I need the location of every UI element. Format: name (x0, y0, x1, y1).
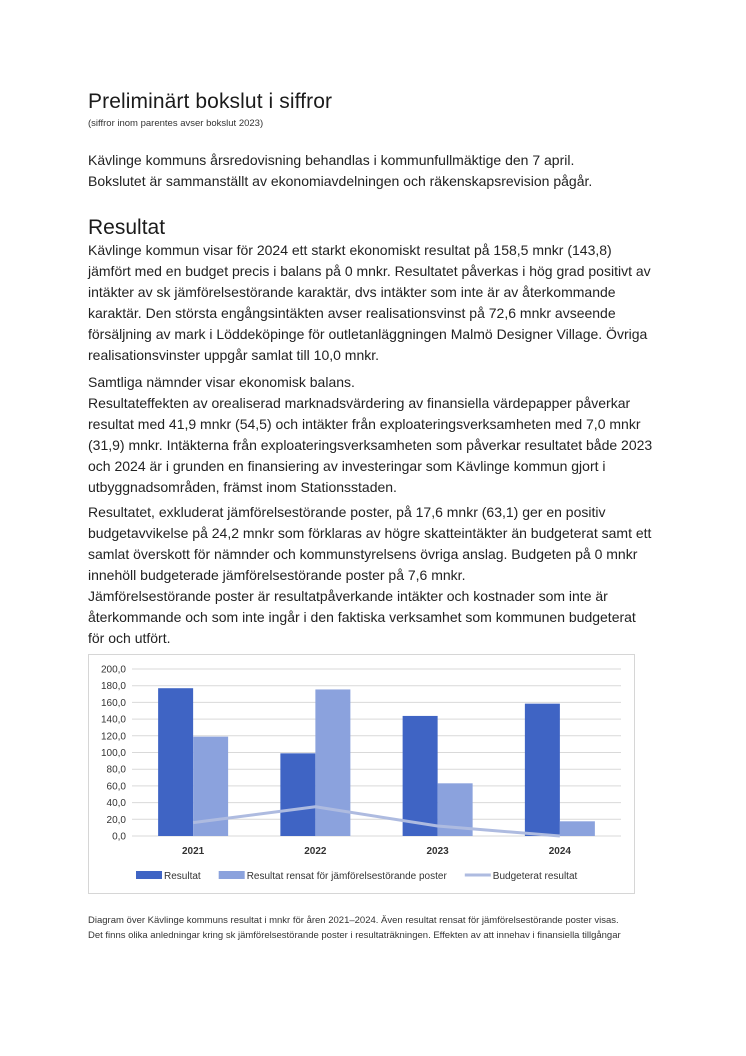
caption-line: Diagram över Kävlinge kommuns resultat i mnkr för åren 2021–2024. Även resultat rensat för jämförelsestörande poster visas. (88, 915, 619, 926)
y-tick-label: 180,0 (100, 681, 126, 693)
intro-line: Bokslutet är sammanställt av ekonomiavdelningen och räkenskapsrevision pågår. (88, 173, 593, 189)
result-chart-svg (89, 655, 634, 893)
line-series (193, 807, 560, 836)
y-tick-label: 40,0 (106, 798, 126, 810)
text-line: samlat överskott för nämnder och kommunstyrelsens övriga anslag. Budgeten på 0 mnkr (88, 546, 638, 562)
x-tick-label: 2023 (426, 846, 449, 857)
intro-line: Kävlinge kommuns årsredovisning behandlas i kommunfullmäktige den 7 april. (88, 152, 575, 168)
paragraph-result (88, 240, 668, 366)
text-line: intäkter av sk jämförelsestörande karaktär, dvs intäkter som inte är av återkommande (88, 284, 616, 300)
text-line: resultat med 41,9 mnkr (54,5) och intäkter från exploateringsverksamheten med 7,0 mnkr (88, 416, 641, 432)
text-line: Resultatet, exkluderat jämförelsestörande poster, på 17,6 mnkr (63,1) ger en positiv (88, 504, 606, 520)
x-tick-label: 2024 (548, 846, 571, 857)
paragraph-adjusted (88, 502, 668, 649)
result-chart (88, 654, 635, 894)
bar (403, 716, 438, 836)
y-tick-label: 200,0 (100, 664, 126, 676)
text-line: Jämförelsestörande poster är resultatpåverkande intäkter och kostnader som inte är (88, 588, 608, 604)
section-title: Resultat (88, 216, 166, 239)
y-tick-label: 0,0 (112, 831, 126, 843)
chart-caption (88, 913, 668, 943)
legend-swatch (136, 871, 162, 879)
y-tick-label: 20,0 (106, 814, 126, 826)
y-tick-label: 160,0 (100, 697, 126, 709)
y-tick-label: 60,0 (106, 781, 126, 793)
y-tick-label: 100,0 (100, 748, 126, 759)
legend-label: Resultat rensat för jämförelsestörande poster (246, 871, 447, 882)
text-line: utbyggnadsområden, främst inom Stationsstaden. (88, 479, 397, 495)
y-tick-label: 80,0 (106, 764, 126, 776)
text-line: Samtliga nämnder visar ekonomisk balans. (88, 374, 355, 390)
legend-label: Budgeterat resultat (492, 871, 578, 882)
text-line: återkommande och som inte ingår i den faktiska verksamhet som kommunen budgeterat (88, 609, 636, 625)
bar (525, 704, 560, 836)
legend-label: Resultat (164, 871, 201, 882)
text-line: karaktär. Den största engångsintäkten avser realisationsvinst på 72,6 mnkr avseende (88, 305, 616, 321)
bar (315, 689, 350, 836)
x-tick-label: 2022 (304, 846, 327, 857)
text-line: Kävlinge kommun visar för 2024 ett starkt ekonomiskt resultat på 158,5 mnkr (143,8) (88, 242, 612, 258)
intro-paragraph (88, 150, 668, 192)
text-line: för och utfört. (88, 630, 171, 646)
text-line: jämfört med en budget precis i balans på 0 mnkr. Resultatet påverkas i hög grad positivt av (88, 263, 651, 279)
paragraph-balance (88, 372, 668, 498)
text-line: försäljning av mark i Löddeköpinge för outletanläggningen Malmö Designer Village. Övriga (88, 326, 648, 342)
y-tick-label: 120,0 (100, 731, 126, 743)
page-title: Preliminärt bokslut i siffror (88, 90, 333, 113)
caption-line: Det finns olika anledningar kring sk jämförelsestörande poster i resultaträkningen. Effekten av att innehav i finansiella tillgångar (88, 930, 621, 941)
bar (280, 753, 315, 836)
bar (158, 688, 193, 836)
page-subtitle: (siffror inom parentes avser bokslut 2023) (88, 118, 264, 129)
x-tick-label: 2021 (182, 846, 205, 857)
bar (560, 821, 595, 836)
text-line: budgetavvikelse på 24,2 mnkr som förklaras av högre skatteintäkter än budgeterat samt ett (88, 525, 652, 541)
legend-swatch (219, 871, 245, 879)
text-line: innehöll budgeterade jämförelsestörande poster på 7,6 mnkr. (88, 567, 466, 583)
text-line: Resultateffekten av orealiserad marknadsvärdering av finansiella värdepapper påverkar (88, 395, 631, 411)
y-tick-label: 140,0 (100, 714, 126, 726)
text-line: realisationsvinster uppgår samlat till 10,0 mnkr. (88, 347, 380, 363)
text-line: (31,9) mnkr. Intäkterna från exploateringsverksamheten som påverkar resultatet både 2023 (88, 437, 653, 453)
text-line: och 2024 är i grunden en finansiering av investeringar som Kävlinge kommun gjort i (88, 458, 606, 474)
